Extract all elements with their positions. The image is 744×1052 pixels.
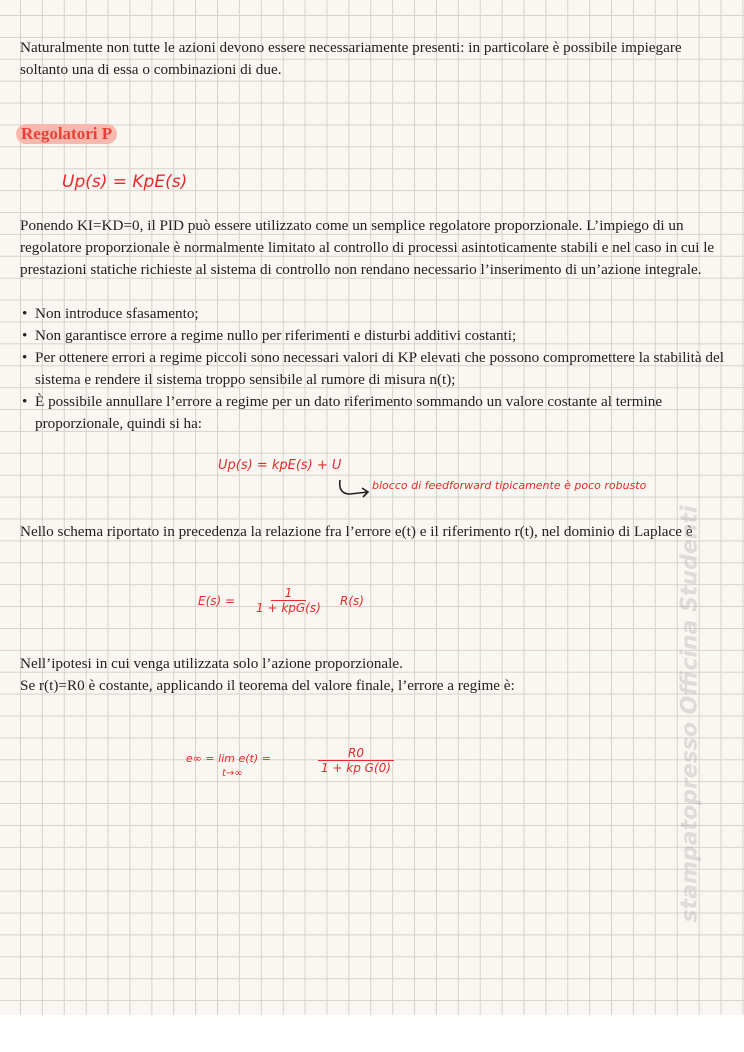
paragraph-laplace: Nello schema riportato in precedenza la relazione fra l’errore e(t) e il riferimento r(t), nel dominio di Laplace è (20, 523, 693, 540)
formula-rhs: R(s) (340, 594, 364, 608)
fraction-numerator: R0 (318, 746, 394, 761)
fraction-numerator: 1 (271, 586, 307, 601)
formula-limit-sub: t→∞ (222, 768, 243, 779)
fraction-denominator: 1 + kpG(s) (256, 601, 321, 615)
formula-error-fraction (318, 746, 394, 775)
fraction-denominator: 1 + kp G(0) (320, 761, 391, 775)
formula-limit: e∞ = lim e(t) = (186, 752, 271, 765)
intro-paragraph: Naturalmente non tutte le azioni devono essere necessariamente presenti: in particolare è possibile impiegare soltanto una di essa o combinazioni di due. (20, 39, 682, 78)
properties-list (20, 303, 726, 434)
list-item: • Non garantisce errore a regime nullo per riferimenti e disturbi additivi costanti; (20, 325, 726, 347)
paragraph-proportional: Ponendo KI=KD=0, il PID può essere utilizzato come un semplice regolatore proporzionale. L’impiego di un regolatore proporzionale è normalmente limitato al controllo di processi asintoticamente stabili e nel caso in cui le prestazioni statiche richieste al sistema di controllo non rendano necessario l’inserimento di un’azione integrale. (20, 217, 715, 278)
list-item: • Non introduce sfasamento; (20, 303, 726, 325)
watermark: stampatopresso Officina Studenti (677, 505, 703, 923)
handwritten-formula-up: Up(s) = KpE(s) (62, 172, 188, 192)
arrow-icon (336, 478, 372, 500)
section-heading: Regolatori P (16, 124, 117, 144)
paragraph-final-value: Se r(t)=R0 è costante, applicando il teorema del valore finale, l’errore a regime è: (20, 677, 515, 694)
list-item: • È possibile annullare l’errore a regime per un dato riferimento sommando un valore costante al termine proporzionale, quindi si ha: (20, 391, 726, 435)
formula-lhs: E(s) = (198, 594, 236, 608)
handwritten-formula-feedforward: Up(s) = kpE(s) + U (218, 458, 342, 473)
formula-fraction (256, 586, 321, 615)
list-item: • Per ottenere errori a regime piccoli sono necessari valori di KP elevati che possono compromettere la stabilità del sistema e rendere il sistema troppo sensibile al rumore di misura n(t); (20, 347, 726, 391)
paragraph-hypothesis: Nell’ipotesi in cui venga utilizzata solo l’azione proporzionale. (20, 655, 403, 672)
handwritten-note: blocco di feedforward tipicamente è poco robusto (372, 479, 647, 492)
